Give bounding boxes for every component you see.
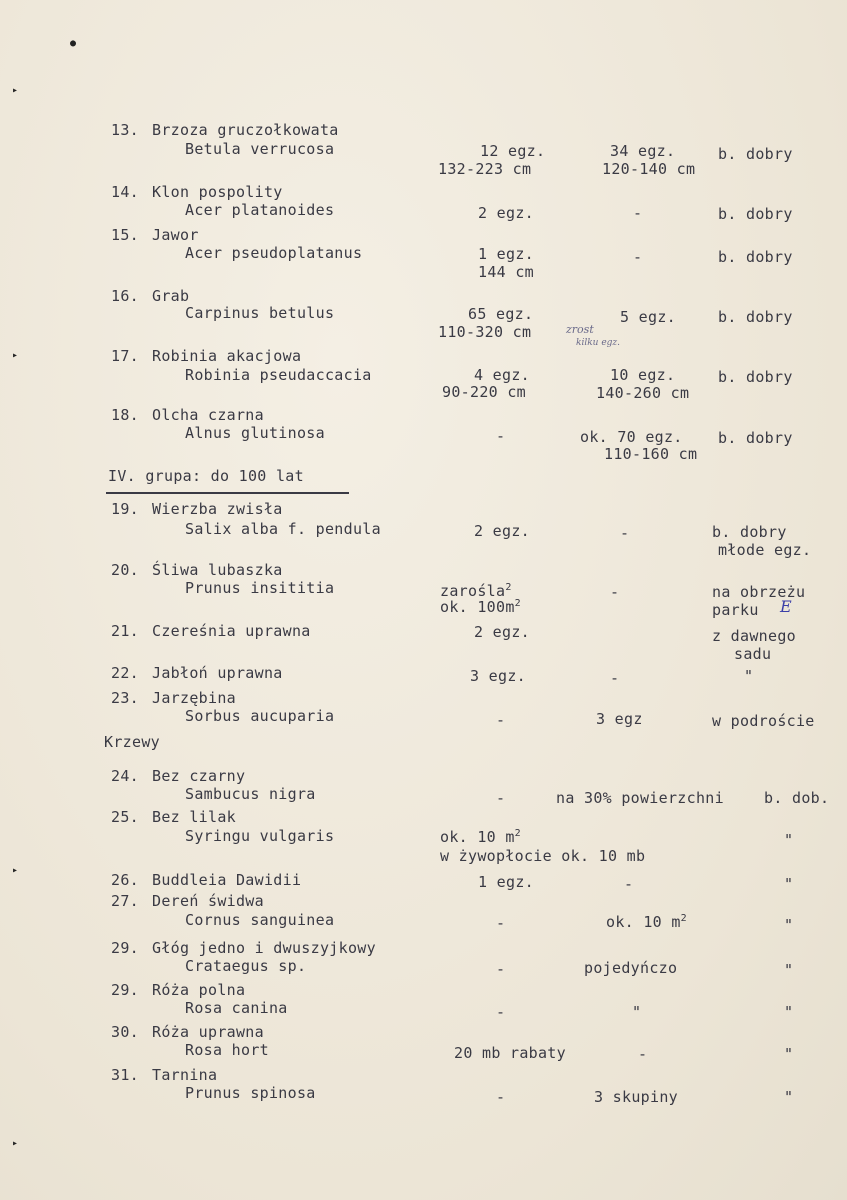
condition: b. dobry — [718, 429, 793, 447]
count-col2: 3 skupiny — [594, 1088, 678, 1106]
size-col2: 140-260 cm — [596, 384, 690, 402]
count-col2-text: ok. 10 m — [606, 913, 681, 931]
margin-mark: ▸ — [12, 865, 19, 876]
count-col2: 34 egz. — [610, 142, 676, 160]
condition: b. dobry — [718, 248, 793, 266]
count-col1: 4 egz. — [474, 366, 530, 384]
count-col2: - — [633, 204, 643, 222]
species-name: Róża uprawna — [152, 1023, 264, 1041]
species-name: Róża polna — [152, 981, 246, 999]
count-col1: - — [496, 789, 506, 807]
row-number: 22. — [111, 664, 139, 682]
species-name: Brzoza gruczołkowata — [152, 121, 339, 139]
row-number: 30. — [111, 1023, 139, 1041]
count-col1: - — [496, 711, 506, 729]
condition: b. dobry — [718, 368, 793, 386]
species-latin: Rosa canina — [185, 999, 288, 1017]
condition: b. dobry — [718, 145, 793, 163]
count-col2: - — [633, 248, 643, 266]
species-name: Głóg jedno i dwuszyjkowy — [152, 939, 376, 957]
condition: " — [784, 916, 794, 934]
condition: " — [784, 961, 794, 979]
row-number: 15. — [111, 226, 139, 244]
handwritten-note: kilku egz. — [576, 338, 621, 348]
species-name: Jarzębina — [152, 689, 236, 707]
row-number: 29. — [111, 939, 139, 957]
size-col1-text: ok. 100m — [440, 598, 515, 616]
row-number: 14. — [111, 183, 139, 201]
row-number: 24. — [111, 767, 139, 785]
margin-mark: ▸ — [12, 1138, 19, 1149]
size-col2: 120-140 cm — [602, 160, 696, 178]
margin-mark: ▸ — [12, 350, 19, 361]
size-col1: 110-320 cm — [438, 323, 532, 341]
row-number: 19. — [111, 500, 139, 518]
size-col1: w żywopłocie ok. 10 mb — [440, 847, 646, 865]
count-col1: 2 egz. — [474, 522, 530, 540]
condition-note: młode egz. — [718, 541, 812, 559]
superscript: 2 — [680, 913, 687, 924]
count-col2: - — [610, 583, 620, 601]
row-number: 27. — [111, 892, 139, 910]
margin-mark: ▸ — [12, 85, 19, 96]
superscript: 2 — [514, 828, 521, 839]
species-name: Jabłoń uprawna — [152, 664, 283, 682]
species-name: Bez lilak — [152, 808, 236, 826]
count-col1: 2 egz. — [474, 623, 530, 641]
species-latin: Prunus insititia — [185, 579, 335, 597]
row-number: 29. — [111, 981, 139, 999]
margin-mark: ● — [70, 38, 77, 49]
species-name: Klon pospolity — [152, 183, 283, 201]
species-name: Czereśnia uprawna — [152, 622, 311, 640]
species-latin: Acer pseudoplatanus — [185, 244, 363, 262]
count-col2: 10 egz. — [610, 366, 676, 384]
row-number: 16. — [111, 287, 139, 305]
species-latin: Betula verrucosa — [185, 140, 335, 158]
count-col1-text: zarośla — [440, 582, 506, 600]
species-latin: Robinia pseudaccacia — [185, 366, 372, 384]
species-latin: Carpinus betulus — [185, 304, 335, 322]
species-latin: Crataegus sp. — [185, 957, 307, 975]
group-header: IV. grupa: do 100 lat — [108, 467, 304, 485]
count-col2: - — [610, 669, 620, 687]
species-name: Buddleia Dawidii — [152, 871, 302, 889]
count-col2 — [606, 914, 687, 931]
row-number: 25. — [111, 808, 139, 826]
count-col1: 12 egz. — [480, 142, 546, 160]
handwritten-note: E — [780, 597, 792, 616]
count-col2: 5 egz. — [620, 308, 676, 326]
species-name: Jawor — [152, 226, 199, 244]
condition-note: sadu — [734, 645, 772, 663]
species-name: Bez czarny — [152, 767, 246, 785]
species-latin: Syringu vulgaris — [185, 827, 335, 845]
condition: b. dob. — [764, 789, 830, 807]
condition: na obrzeżu — [712, 583, 806, 601]
row-number: 13. — [111, 121, 139, 139]
size-col1 — [440, 599, 521, 616]
condition: " — [784, 875, 794, 893]
species-latin: Cornus sanguinea — [185, 911, 335, 929]
row-number: 18. — [111, 406, 139, 424]
count-col2: - — [620, 524, 630, 542]
species-latin: Sorbus aucuparia — [185, 707, 335, 725]
row-number: 23. — [111, 689, 139, 707]
handwritten-note: zrost — [566, 323, 594, 336]
count-col1: - — [496, 960, 506, 978]
count-col1: 65 egz. — [468, 305, 534, 323]
condition: b. dobry — [718, 308, 793, 326]
condition: " — [784, 1003, 794, 1021]
count-col1: 2 egz. — [478, 204, 534, 222]
group-header-rule — [106, 492, 349, 494]
section-header-shrubs: Krzewy — [104, 733, 160, 751]
count-col2: " — [632, 1003, 642, 1021]
row-number: 31. — [111, 1066, 139, 1084]
condition: " — [744, 667, 754, 685]
species-latin: Prunus spinosa — [185, 1084, 316, 1102]
count-col1-text: ok. 10 m — [440, 828, 515, 846]
count-col1: - — [496, 914, 506, 932]
condition: b. dobry — [712, 523, 787, 541]
superscript: 2 — [505, 582, 512, 593]
condition: z dawnego — [712, 627, 796, 645]
size-col1: 144 cm — [478, 263, 534, 281]
condition: " — [784, 831, 794, 849]
count-col2: - — [624, 875, 634, 893]
species-latin: Alnus glutinosa — [185, 424, 325, 442]
count-col2: 3 egz — [596, 710, 643, 728]
condition: w podroście — [712, 712, 815, 730]
species-latin: Sambucus nigra — [185, 785, 316, 803]
count-col1: 1 egz. — [478, 873, 534, 891]
species-name: Śliwa lubaszka — [152, 561, 283, 579]
species-name: Tarnina — [152, 1066, 218, 1084]
count-col1: - — [496, 1088, 506, 1106]
row-number: 21. — [111, 622, 139, 640]
count-col1 — [440, 829, 521, 846]
species-latin: Salix alba f. pendula — [185, 520, 381, 538]
species-name: Dereń świdwa — [152, 892, 264, 910]
count-col2: ok. 70 egz. — [580, 428, 683, 446]
condition: " — [784, 1088, 794, 1106]
count-col2: na 30% powierzchni — [556, 789, 724, 807]
row-number: 20. — [111, 561, 139, 579]
count-col2: - — [638, 1045, 648, 1063]
species-latin: Rosa hort — [185, 1041, 269, 1059]
count-col1: 1 egz. — [478, 245, 534, 263]
size-col1: 90-220 cm — [442, 383, 526, 401]
size-col1: 132-223 cm — [438, 160, 532, 178]
count-col2: pojedyńczo — [584, 959, 678, 977]
species-name: Wierzba zwisła — [152, 500, 283, 518]
condition-note: parku — [712, 601, 759, 619]
count-col1: - — [496, 1003, 506, 1021]
species-name: Grab — [152, 287, 190, 305]
condition: " — [784, 1045, 794, 1063]
row-number: 26. — [111, 871, 139, 889]
count-col1: 20 mb rabaty — [454, 1044, 566, 1062]
count-col1: - — [496, 427, 506, 445]
species-name: Olcha czarna — [152, 406, 264, 424]
species-name: Robinia akacjowa — [152, 347, 302, 365]
size-col2: 110-160 cm — [604, 445, 698, 463]
superscript: 2 — [514, 598, 521, 609]
species-latin: Acer platanoides — [185, 201, 335, 219]
count-col1: 3 egz. — [470, 667, 526, 685]
condition: b. dobry — [718, 205, 793, 223]
row-number: 17. — [111, 347, 139, 365]
